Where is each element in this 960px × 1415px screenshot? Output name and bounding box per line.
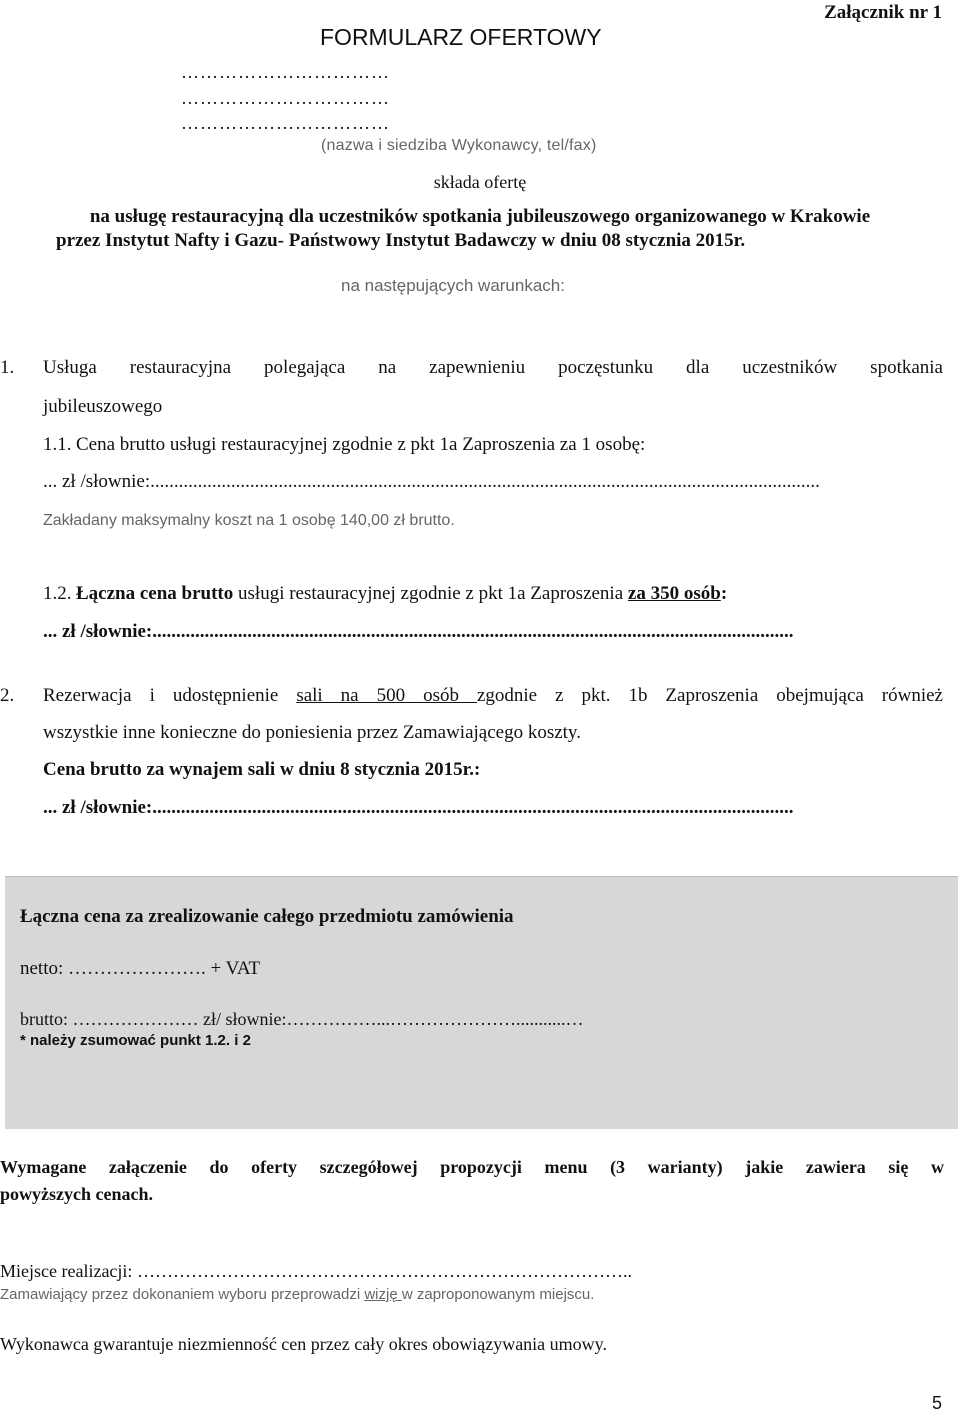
contractor-dots-line-3: ……………………………	[181, 113, 390, 133]
item-2-price: ... zł /słownie:...	[43, 797, 167, 818]
contractor-caption: (nazwa i siedziba Wykonawcy, tel/fax)	[321, 137, 597, 154]
intro-line-1: na usługę restauracyjną dla uczestników spotkania jubileuszowego organizowanego w Krakowie	[89, 206, 871, 227]
place-label: Miejsce realizacji:	[0, 1261, 133, 1281]
item-1-2-underline: za 350 osób	[627, 583, 721, 604]
item-1-line-1: Usługa restauracyjna polegająca na zapewnieniu poczęstunku dla uczestników spotkania	[43, 357, 943, 378]
item-1-2-middle: usługi restauracyjnej zgodnie z pkt 1a Zaproszenia	[233, 583, 628, 604]
contractor-dots-line-2: ……………………………	[181, 88, 390, 108]
conditions-label: na następujących warunkach:	[341, 276, 565, 295]
item-2-line-1: Rezerwacja i udostępnienie sali na 500 osób zgodnie z pkt. 1b Zaproszenia obejmująca również	[43, 685, 943, 706]
place-note: Zamawiający przez dokonaniem wyboru przeprowadzi wizję w zaproponowanym miejscu.	[0, 1286, 595, 1303]
required-attachment-line-1: Wymagane załączenie do oferty szczegółowej propozycji menu (3 warianty) jakie zawiera się w	[0, 1157, 944, 1177]
item-2-price-line: ... zł /słownie:.......................................................................................................................................	[43, 797, 794, 818]
place-field[interactable]: ………………………………………………………………………..	[136, 1261, 632, 1281]
item-1-1-number: 1.1.	[43, 434, 72, 455]
item-1-number: 1.	[0, 357, 15, 378]
item-2-hall-size: sali na 500 osób	[296, 685, 477, 706]
brutto-line	[20, 1009, 584, 1030]
brutto-field[interactable]: …………………	[72, 1009, 199, 1029]
form-title: FORMULARZ OFERTOWY	[320, 24, 602, 50]
required-attachment-line-2: powyższych cenach.	[0, 1184, 153, 1204]
contractor-dots-line-1: ……………………………	[181, 62, 390, 82]
item-1-line-2: jubileuszowego	[43, 396, 163, 417]
item-1-2-number: 1.2.	[43, 583, 72, 604]
item-2-line-3: Cena brutto za wynajem sali w dniu 8 stycznia 2015r.:	[43, 759, 481, 780]
netto-label: netto:	[20, 958, 64, 979]
netto-field[interactable]: ………………….	[68, 958, 206, 979]
page-number: 5	[931, 1393, 942, 1413]
netto-line	[20, 958, 260, 980]
item-1-2-text: Łączna cena brutto usługi restauracyjnej zgodnie z pkt 1a Zaproszenia za 350 osób:	[76, 583, 728, 604]
sum-note: * należy zsumować punkt 1.2. i 2	[20, 1032, 251, 1049]
vat-label: + VAT	[210, 958, 261, 979]
total-title: Łączna cena za zrealizowanie całego przedmiotu zamówienia	[20, 906, 514, 927]
item-1-1-price: ... zł /słownie:...	[43, 471, 165, 492]
item-1-2-price: ... zł /słownie:...	[43, 621, 167, 642]
slownie-field[interactable]: ……………...…………………...........…	[286, 1009, 584, 1029]
item-1-1-price-line: ... zł /słownie:.............................................................................................................................................	[43, 471, 820, 492]
item-1-1-text: Cena brutto usługi restauracyjnej zgodnie z pkt 1a Zaproszenia za 1 osobę:	[76, 434, 646, 455]
item-2-number: 2.	[0, 685, 15, 706]
intro-line-2: przez Instytut Nafty i Gazu- Państwowy Instytut Badawczy w dniu 08 stycznia 2015r.	[56, 230, 746, 251]
place-line	[0, 1261, 632, 1282]
zl-slownie-label: zł/ słownie:	[203, 1009, 287, 1029]
price-guarantee: Wykonawca gwarantuje niezmienność cen przez cały okres obowiązywania umowy.	[0, 1334, 607, 1354]
annex-label: Załącznik nr 1	[824, 2, 942, 23]
item-1-2-price-line: ... zł /słownie:.......................................................................................................................................	[43, 621, 794, 642]
item-2-line-2: wszystkie inne konieczne do poniesienia przez Zamawiającego koszty.	[43, 722, 581, 743]
submits-offer: składa ofertę	[433, 172, 527, 192]
brutto-label: brutto:	[20, 1009, 68, 1029]
item-1-1-note: Zakładany maksymalny koszt na 1 osobę 140,00 zł brutto.	[43, 512, 455, 529]
item-1-2-bold: Łączna cena brutto	[76, 583, 234, 604]
